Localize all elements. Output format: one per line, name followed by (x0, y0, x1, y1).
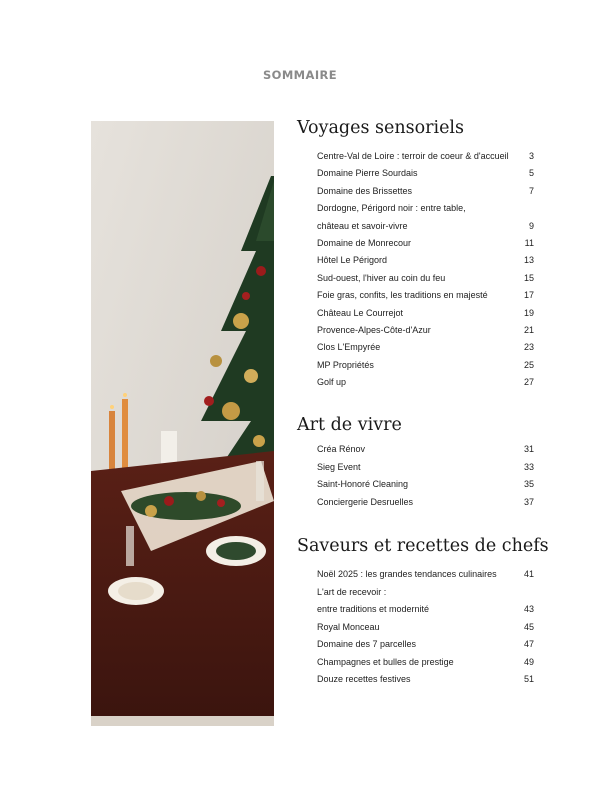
item-title: Domaine des 7 parcelles (317, 639, 417, 649)
item-title: Douze recettes festives (317, 674, 411, 684)
item-title: Domaine des Brissettes (317, 185, 413, 196)
list-item[interactable] (317, 476, 534, 493)
item-page: 19 (523, 307, 534, 318)
list-item[interactable] (317, 287, 534, 304)
item-title: L'art de recevoir : (317, 586, 387, 597)
item-title: Clos L'Empyrée (317, 342, 381, 353)
list-item[interactable] (317, 374, 534, 391)
item-page: 37 (523, 497, 534, 508)
list-item[interactable] (317, 322, 534, 339)
item-title: Saint-Honoré Cleaning (317, 479, 409, 490)
list-item[interactable] (317, 671, 534, 688)
list-item[interactable] (317, 218, 534, 235)
item-page: 3 (528, 151, 534, 161)
item-page: 35 (523, 479, 534, 490)
item-title: Château Le Courrejot (317, 307, 404, 318)
item-title: château et savoir-vivre (317, 220, 408, 231)
item-title: Hôtel Le Périgord (317, 255, 388, 266)
item-title: Provence-Alpes-Côte-d'Azur (317, 325, 431, 335)
list-item[interactable] (317, 494, 534, 511)
list-item[interactable] (317, 305, 534, 322)
item-page: 23 (523, 342, 534, 353)
section-title-art-de-vivre: Art de vivre (297, 415, 402, 435)
item-title: Centre-Val de Loire : terroir de coeur & d'accueil (317, 151, 509, 161)
item-page: 25 (523, 359, 534, 370)
item-page: 33 (523, 461, 534, 472)
item-page: 43 (523, 604, 534, 614)
item-title: Golf up (317, 377, 347, 388)
item-page: 9 (528, 220, 534, 231)
list-item[interactable] (317, 654, 534, 671)
item-page: 31 (523, 444, 534, 454)
list-item[interactable] (317, 566, 534, 583)
list-item[interactable] (317, 441, 534, 458)
list-item[interactable] (317, 601, 534, 618)
list-item[interactable] (317, 339, 534, 356)
item-page: 15 (523, 272, 534, 283)
item-page: 49 (523, 656, 534, 667)
item-page: 5 (528, 168, 534, 179)
item-title: Sud-ouest, l'hiver au coin du feu (317, 272, 446, 283)
list-item[interactable] (317, 200, 534, 217)
section-title-saveurs-et-recettes: Saveurs et recettes de chefs (297, 536, 549, 556)
toc-section-voyages-sensoriels (297, 118, 537, 388)
item-title: Sieg Event (317, 461, 361, 472)
item-title: Conciergerie Desruelles (317, 497, 414, 508)
page-title: SOMMAIRE (262, 68, 338, 82)
list-item[interactable] (317, 636, 534, 653)
item-page: 47 (523, 639, 534, 649)
item-title: Foie gras, confits, les traditions en majesté (317, 290, 488, 301)
list-item[interactable] (317, 270, 534, 287)
section-title-voyages-sensoriels: Voyages sensoriels (297, 118, 465, 138)
item-title: MP Propriétés (317, 359, 374, 370)
list-item[interactable] (317, 252, 534, 269)
item-title: Noël 2025 : les grandes tendances culinaires (317, 569, 497, 579)
item-page: 51 (523, 674, 534, 684)
item-page: 21 (523, 325, 534, 335)
toc-section-art-de-vivre (297, 415, 537, 508)
item-title: entre traditions et modernité (317, 604, 430, 614)
item-title: Champagnes et bulles de prestige (317, 656, 454, 667)
item-title: Domaine de Monrecour (317, 238, 412, 248)
christmas-table-photo-icon (91, 121, 274, 726)
list-item[interactable] (317, 165, 534, 182)
list-item[interactable] (317, 148, 534, 165)
item-title: Dordogne, Périgord noir : entre table, (317, 203, 466, 214)
item-page: 27 (523, 377, 534, 388)
list-item[interactable] (317, 459, 534, 476)
list-item[interactable] (317, 183, 534, 200)
item-page: 7 (528, 185, 534, 196)
item-page: 11 (524, 238, 534, 248)
item-page: 41 (523, 569, 534, 579)
list-item[interactable] (317, 584, 534, 601)
item-title: Créa Rénov (317, 444, 366, 454)
toc-section-saveurs-et-recettes (297, 536, 549, 684)
item-page: 13 (523, 255, 534, 266)
christmas-table-photo (91, 121, 274, 726)
item-title: Domaine Pierre Sourdais (317, 168, 418, 179)
list-item[interactable] (317, 235, 534, 252)
list-item[interactable] (317, 619, 534, 636)
item-title: Royal Monceau (317, 621, 380, 632)
item-page: 17 (523, 290, 534, 301)
item-page: 45 (523, 621, 534, 632)
list-item[interactable] (317, 357, 534, 374)
